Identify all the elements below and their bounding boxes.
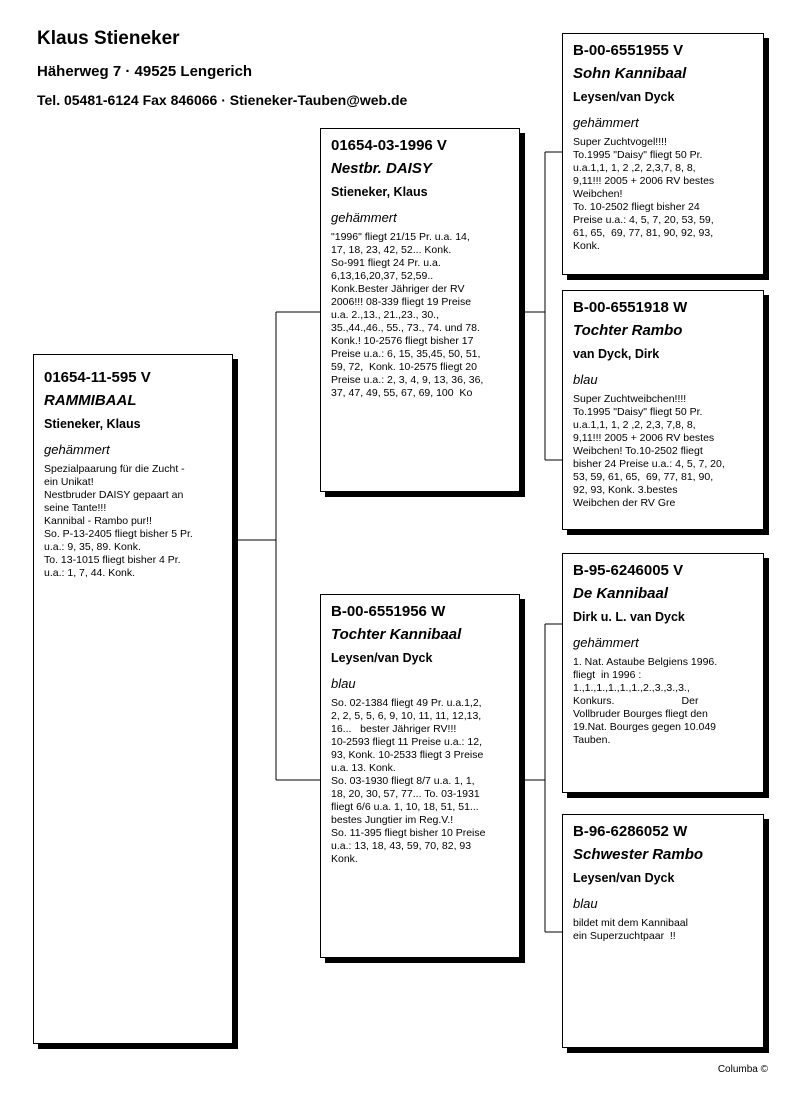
pigeon-name: Tochter Kannibaal xyxy=(331,626,462,643)
pigeon-card-mother-dam xyxy=(562,814,764,1048)
description: 1. Nat. Astaube Belgiens 1996. fliegt in 1996 : 1.,1.,1.,1.,1.,1.,2.,3.,3.,3., Konkurs. Der Vollbruder Bourges fliegt den 19.Nat. Bourges gegen 10.049 Tauben. xyxy=(573,656,718,746)
connector-mother-grandparents xyxy=(520,624,562,932)
description: "1996" fliegt 21/15 Pr. u.a. 14, 17, 18, 23, 42, 52... Konk. So-991 fliegt 24 Pr. u.a. 6,13,16,20,37, 52,59.. Konk.Bester Jähriger der RV 2006!!! 08-339 fliegt 19 Preise u.a. 2.,13., 21.,23., 30., 35.,44.,46., 55., 73., 74. und 78. Konk.! 10-2576 fliegt bisher 17 Preise u.a.: 6, 15, 35,45, 50, 51, 59, 72, Konk. 10-2575 fliegt 20 Preise u.a.: 2, 3, 4, 9, 13, 36, 36, 37, 47, 49, 55, 67, 69, 100 Ko xyxy=(331,231,484,399)
ring-number: 01654-03-1996 V xyxy=(331,137,447,154)
pigeon-name: Tochter Rambo xyxy=(573,322,683,339)
breeder: Leysen/van Dyck xyxy=(573,90,675,104)
description: So. 02-1384 fliegt 49 Pr. u.a.1,2, 2, 2, 5, 5, 6, 9, 10, 11, 11, 12,13, 16... bester Jähriger RV!!! 10-2593 fliegt 11 Preise u.a.: 12, 93, Konk. 10-2533 fliegt 3 Preise u.a. 13. Konk. So. 03-1930 fliegt 8/7 u.a. 1, 1, 18, 20, 30, 57, 77... To. 03-1931 fliegt 6/6 u.a. 1, 10, 18, 51, 51... bestes Jungtier im Reg.V.! So. 11-395 fliegt bisher 10 Preise u.a.: 13, 18, 43, 59, 70, 82, 93 Konk. xyxy=(331,697,486,865)
breeder: Stieneker, Klaus xyxy=(331,185,428,199)
description: Super Zuchtweibchen!!!! To.1995 "Daisy" fliegt 50 Pr. u.a.1,1, 1, 2 ,2, 2,3, 7,8, 8, 9,11!!! 2005 + 2006 RV bestes Weibchen! To.10-2502 fliegt bisher 24 Preise u.a.: 4, 5, 7, 20, 53, 59, 61, 65, 69, 77, 81, 90, 92, 93, Konk. 3.bestes Weibchen der RV Gre xyxy=(573,393,725,509)
pigeon-name: Schwester Rambo xyxy=(573,846,704,863)
connector-subject-parents xyxy=(238,312,320,780)
copyright-footer: Columba © xyxy=(717,1064,768,1075)
owner-name: Klaus Stieneker xyxy=(37,28,180,49)
color: blau xyxy=(573,372,598,387)
ring-number: B-95-6246005 V xyxy=(573,562,684,579)
description: bildet mit dem Kannibaal ein Superzuchtpaar !! xyxy=(573,917,688,942)
pigeon-card-father-sire xyxy=(562,33,764,275)
color: blau xyxy=(331,676,356,691)
owner-contact: Tel. 05481-6124 Fax 846066 · Stieneker-Tauben@web.de xyxy=(37,92,408,108)
pigeon-name: Nestbr. DAISY xyxy=(331,160,432,177)
ring-number: 01654-11-595 V xyxy=(44,369,151,386)
breeder: Leysen/van Dyck xyxy=(573,871,675,885)
pigeon-card-father xyxy=(320,128,520,492)
color: gehämmert xyxy=(573,115,639,130)
breeder: Stieneker, Klaus xyxy=(44,417,141,431)
pigeon-card-subject xyxy=(33,354,233,1044)
ring-number: B-00-6551918 W xyxy=(573,299,688,316)
ring-number: B-96-6286052 W xyxy=(573,823,688,840)
pigeon-name: De Kannibaal xyxy=(573,585,669,602)
color: blau xyxy=(573,896,598,911)
owner-address: Häherweg 7 · 49525 Lengerich xyxy=(37,63,253,80)
pigeon-card-father-dam xyxy=(562,290,764,530)
pigeon-name: Sohn Kannibaal xyxy=(573,65,687,82)
color: gehämmert xyxy=(44,442,110,457)
description: Super Zuchtvogel!!!! To.1995 "Daisy" fliegt 50 Pr. u.a.1,1, 1, 2 ,2, 2,3,7, 8, 8, 9,11!!! 2005 + 2006 RV bestes Weibchen! To. 10-2502 fliegt bisher 24 Preise u.a.: 4, 5, 7, 20, 53, 59, 61, 65, 69, 77, 81, 90, 92, 93, Konk. xyxy=(573,136,715,252)
breeder: Dirk u. L. van Dyck xyxy=(573,610,685,624)
ring-number: B-00-6551955 V xyxy=(573,42,684,59)
ring-number: B-00-6551956 W xyxy=(331,603,446,620)
breeder: Leysen/van Dyck xyxy=(331,651,433,665)
breeder: van Dyck, Dirk xyxy=(573,347,660,361)
pigeon-card-mother xyxy=(320,594,520,958)
pigeon-card-mother-sire xyxy=(562,553,764,793)
description: Spezialpaarung für die Zucht - ein Unikat! Nestbruder DAISY gepaart an seine Tante!!! Kannibal - Rambo pur!! So. P-13-2405 fliegt bisher 5 Pr. u.a.: 9, 35, 89. Konk. To. 13-1015 fliegt bisher 4 Pr. u.a.: 1, 7, 44. Konk. xyxy=(44,463,193,579)
connector-father-grandparents xyxy=(520,152,562,460)
color: gehämmert xyxy=(573,635,639,650)
color: gehämmert xyxy=(331,210,397,225)
pigeon-name: RAMMIBAAL xyxy=(44,392,137,409)
